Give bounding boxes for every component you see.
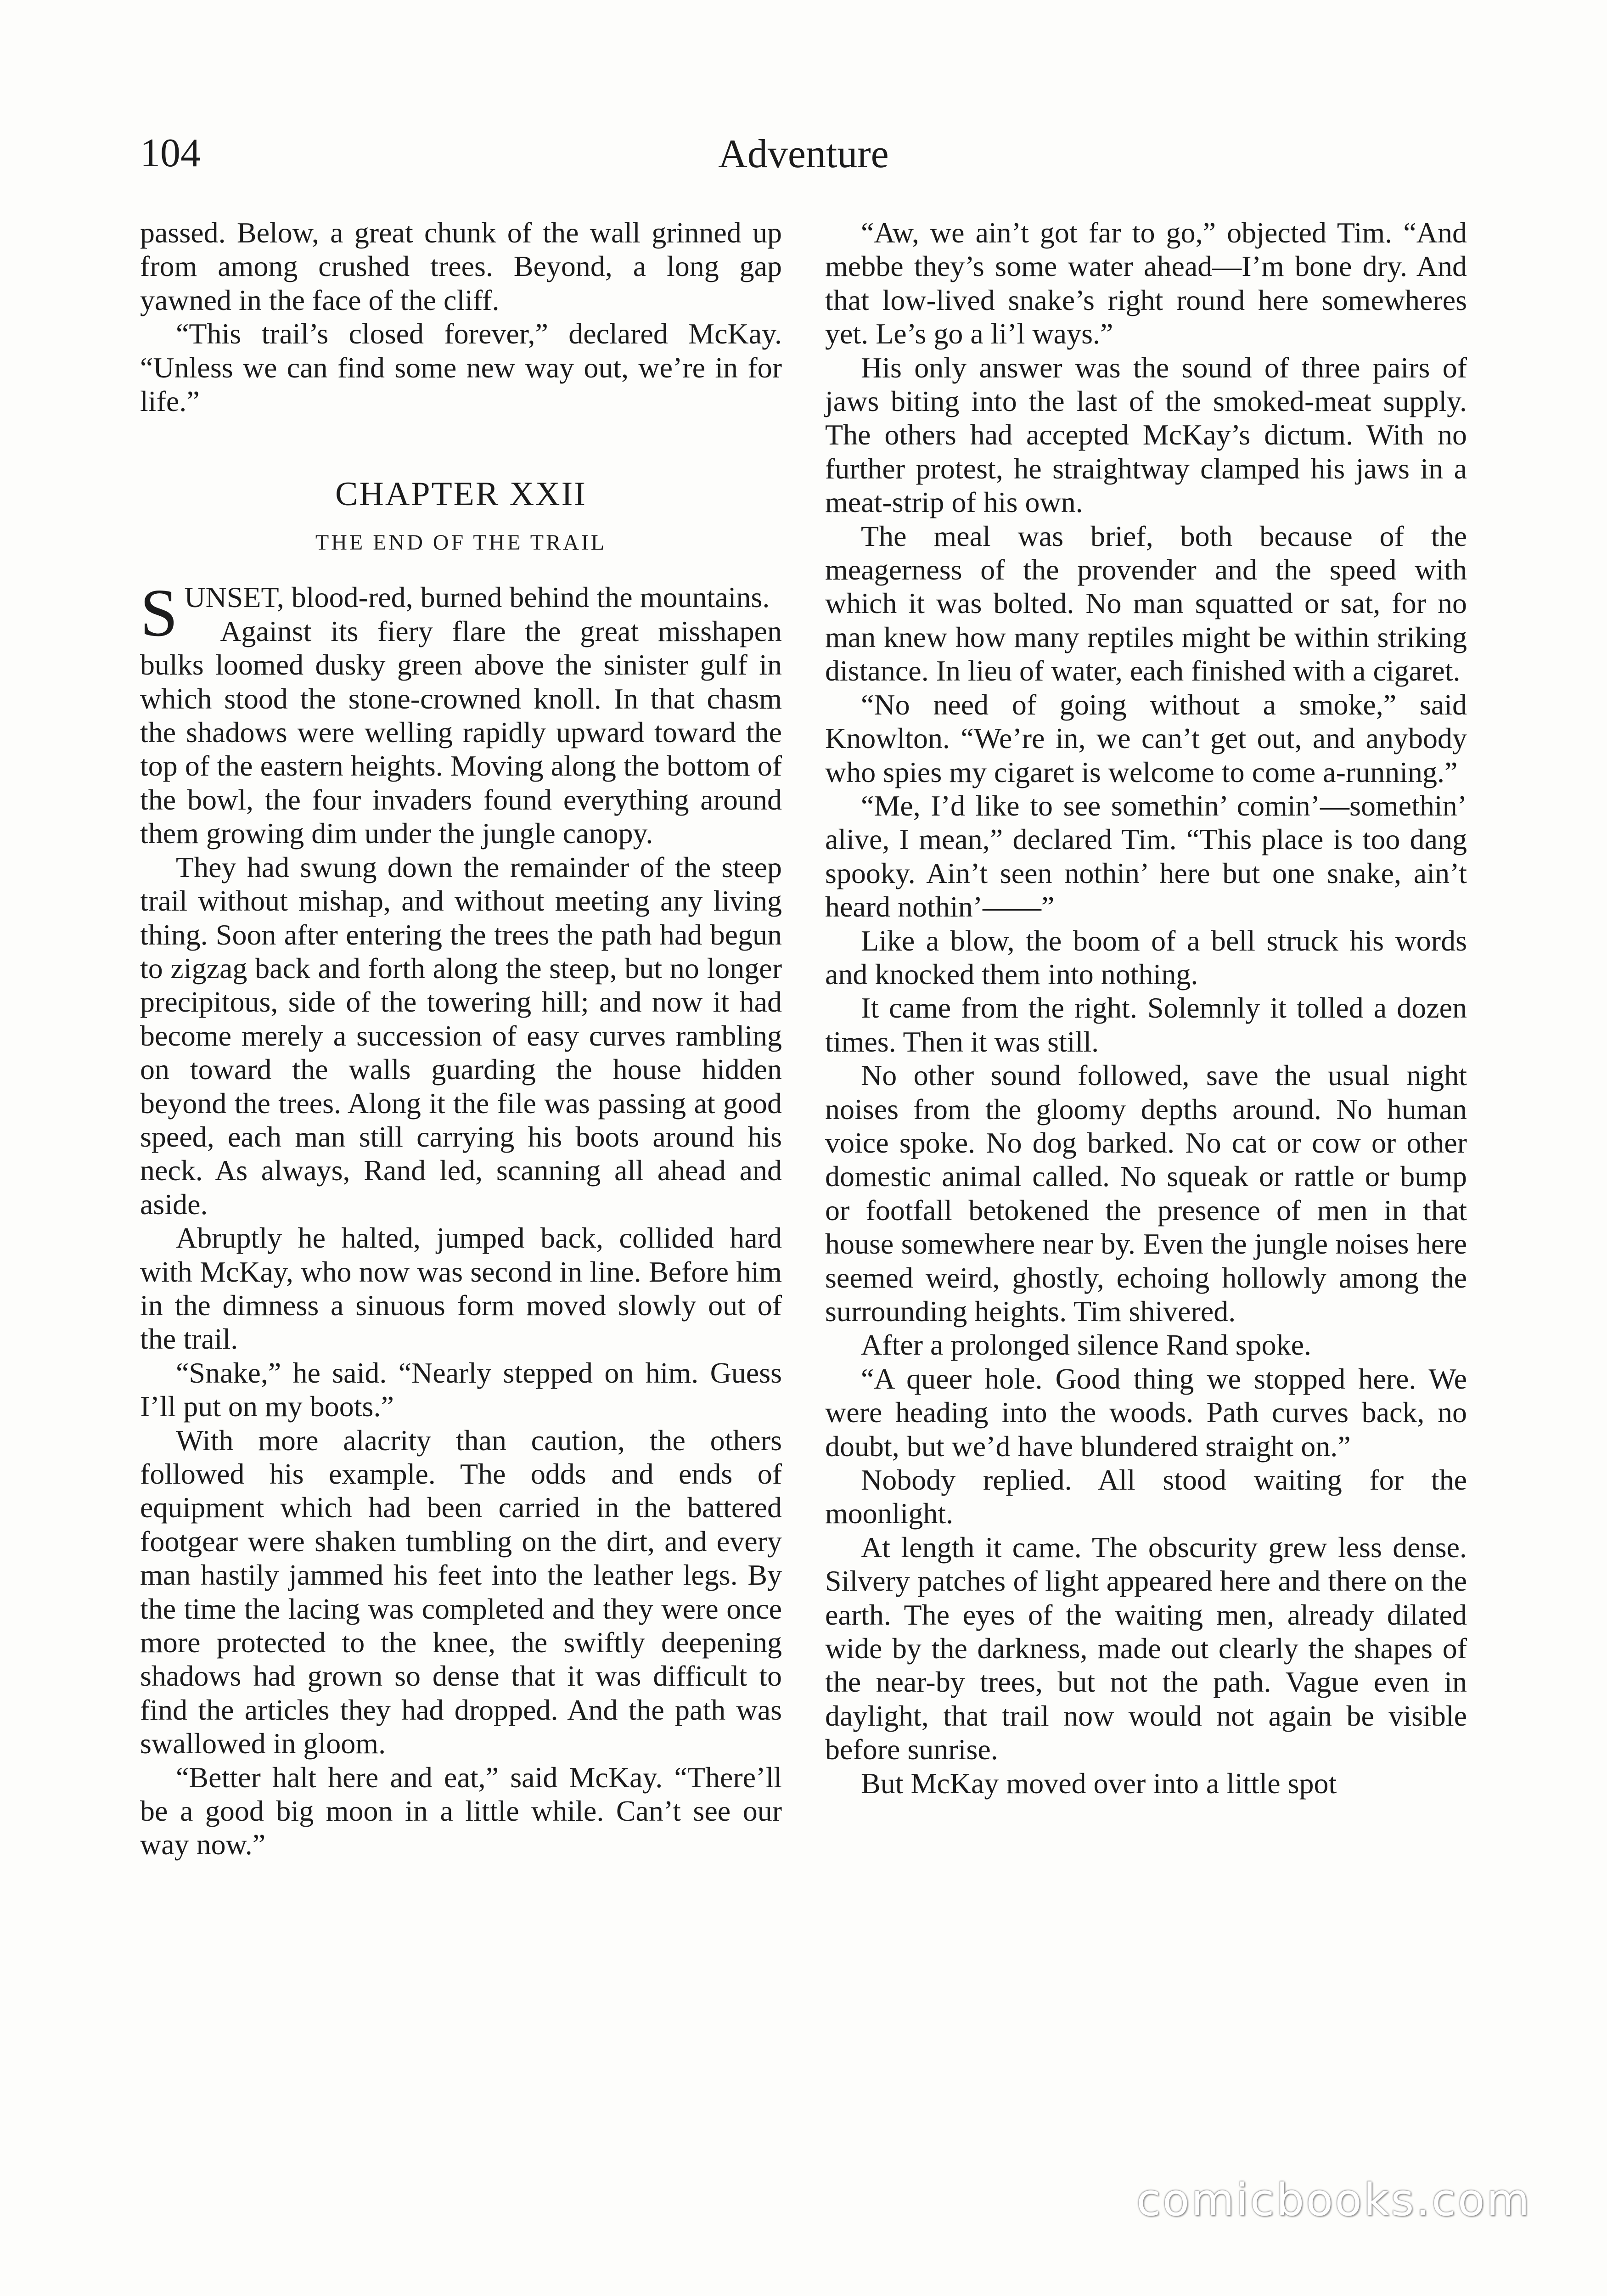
running-title: Adventure (718, 132, 889, 176)
paragraph: “Me, I’d like to see somethin’ comin’—somethin’ alive, I mean,” declared Tim. “This place is too dang spooky. Ain’t seen nothin’ here but one snake, ain’t heard nothin’——” (825, 789, 1467, 923)
opening-paragraph-text: UNSET, blood-red, burned behind the mountains. (184, 581, 770, 614)
paragraph: With more alacrity than caution, the others followed his example. The odds and ends of equipment which had been carried in the battered footgear were shaken tumbling on the dirt, and every man hastily jammed his feet into the leather legs. By the time the lacing was completed and they were once more protected to the knee, the swiftly deepening shadows had grown so dense that it was difficult to find the articles they had dropped. And the path was swallowed in gloom. (140, 1424, 782, 1760)
paragraph: passed. Below, a great chunk of the wall grinned up from among crushed trees. Beyond, a long gap yawned in the face of the cliff. (140, 216, 782, 316)
paragraph: Like a blow, the boom of a bell struck his words and knocked them into nothing. (825, 924, 1467, 990)
paragraph: The meal was brief, both because of the meagerness of the provender and the speed with which it was bolted. No man squatted or sat, for no man knew how many reptiles might be within striking distance. In lieu of water, each finished with a cigaret. (825, 519, 1467, 687)
paragraph: Abruptly he halted, jumped back, collided hard with McKay, who now was second in line. Before him in the dimness a sinuous form moved slowly out of the trail. (140, 1221, 782, 1356)
paragraph: Nobody replied. All stood waiting for the moonlight. (825, 1463, 1467, 1530)
paragraph: “No need of going without a smoke,” said Knowlton. “We’re in, we can’t get out, and anybody who spies my cigaret is welcome to come a-running.” (825, 688, 1467, 788)
paragraph: They had swung down the remainder of the steep trail without mishap, and without meeting any living thing. Soon after entering the trees the path had begun to zigzag back and forth along the steep, but no longer precipitous, side of the towering hill; and now it had become merely a succession of easy curves rambling on toward the walls guarding the house hidden beyond the trees. Along it the file was passing at good speed, each man still carrying his boots around his neck. As always, Rand led, scanning all ahead and aside. (140, 850, 782, 1221)
paragraph: “A queer hole. Good thing we stopped here. We were heading into the woods. Path curves back, no doubt, but we’d have blundered straight on.” (825, 1362, 1467, 1463)
paragraph: “Snake,” he said. “Nearly stepped on him. Guess I’ll put on my boots.” (140, 1356, 782, 1423)
paragraph: “This trail’s closed forever,” declared McKay. “Unless we can find some new way out, we’re in for life.” (140, 317, 782, 418)
left-column (140, 216, 782, 1862)
watermark: comicbooks.com (1136, 2174, 1531, 2226)
paragraph: “Better halt here and eat,” said McKay. “There’ll be a good big moon in a little while. Can’t see our way now.” (140, 1761, 782, 1861)
paragraph: After a prolonged silence Rand spoke. (861, 1328, 1312, 1362)
chapter-subtitle: THE END OF THE TRAIL (315, 530, 607, 555)
right-column (825, 216, 1467, 1800)
paragraph: Against its fiery flare the great misshapen bulks loomed dusky green above the sinister gulf in which stood the stone-crowned knoll. In that chasm the shadows were welling rapidly upward toward the top of the eastern heights. Moving along the bottom of the bowl, the four invaders found everything around them growing dim under the jungle canopy. (140, 614, 782, 850)
paragraph: His only answer was the sound of three pairs of jaws biting into the last of the smoked-meat supply. The others had accepted McKay’s dictum. With no further protest, he straightway clamped his jaws in a meat-strip of his own. (825, 351, 1467, 519)
drop-cap: S (140, 575, 178, 651)
chapter-title: CHAPTER XXII (335, 475, 587, 513)
paragraph: It came from the right. Solemnly it tolled a dozen times. Then it was still. (825, 991, 1467, 1058)
paragraph: “Aw, we ain’t got far to go,” objected Tim. “And mebbe they’s some water ahead—I’m bone dry. And that low-lived snake’s right round here somewheres yet. Le’s go a li’l ways.” (825, 216, 1467, 350)
page-number: 104 (140, 131, 201, 175)
paragraph: At length it came. The obscurity grew less dense. Silvery patches of light appeared here and there on the earth. The eyes of the waiting men, already dilated wide by the darkness, made out clearly the shapes of the near-by trees, but not the path. Vague even in daylight, that trail now would not again be visible before sunrise. (825, 1531, 1467, 1766)
opening-paragraph (140, 575, 782, 651)
paragraph: No other sound followed, save the usual night noises from the gloomy depths around. No human voice spoke. No dog barked. No cat or cow or other domestic animal called. No squeak or rattle or bump or footfall betokened the presence of men in that house somewhere near by. Even the jungle noises here seemed weird, ghostly, echoing hollowly among the surrounding heights. Tim shivered. (825, 1059, 1467, 1328)
paragraph: But McKay moved over into a little spot (861, 1767, 1337, 1800)
